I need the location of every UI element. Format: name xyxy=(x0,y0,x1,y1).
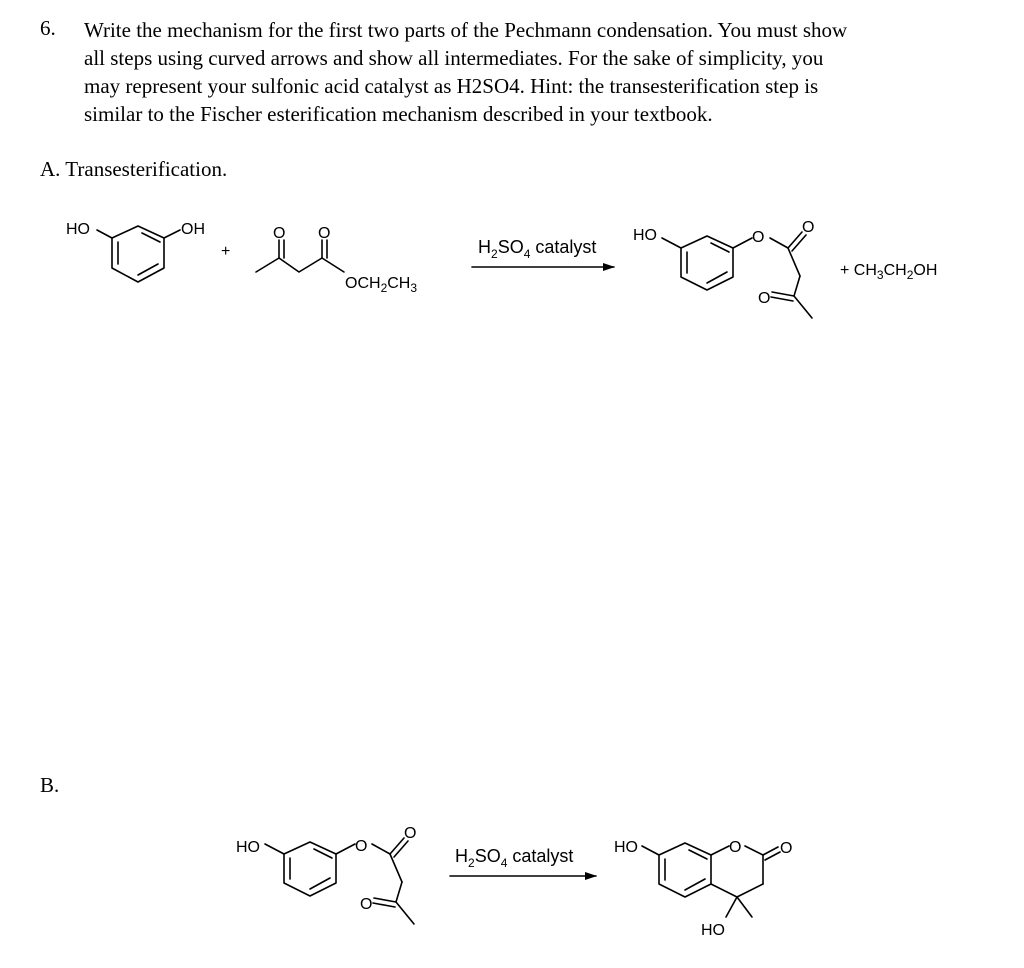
part-b-product-ring-o-label: O xyxy=(729,839,742,856)
product-a-ketone-o-label: O xyxy=(758,290,771,307)
catalyst-label-a: $H_2SO_4$ catalyst xyxy=(478,237,597,261)
question-line-2: all steps using curved arrows and show all intermediates. For the sake of simplicity, you xyxy=(84,46,824,70)
product-a-carbonyl-o-label: O xyxy=(802,219,815,236)
ester-carbonyl-o-label: O xyxy=(318,225,331,242)
ethoxy-group-label: $OCH_2CH_3$ xyxy=(345,275,418,295)
reaction-arrow-a xyxy=(472,237,614,267)
part-b-product-lower-ho-label: HO xyxy=(701,922,725,939)
question-line-3: may represent your sulfonic acid catalyst as H2SO4. Hint: the transesterification step is xyxy=(84,74,819,98)
part-b-product-structure xyxy=(614,839,792,939)
question-line-4: similar to the Fischer esterification mechanism described in your textbook. xyxy=(84,102,713,126)
resorcinol-oh-label: OH xyxy=(181,221,205,238)
ethanol-byproduct-label: + $CH_3CH_2OH$ xyxy=(840,262,938,282)
ester-ketone-o-label: O xyxy=(273,225,286,242)
part-b-start-carbonyl-o-label: O xyxy=(404,825,417,842)
part-b-starting-structure xyxy=(236,825,416,924)
question-line-1: Write the mechanism for the first two parts of the Pechmann condensation. You must show xyxy=(84,18,848,42)
part-a-heading: A. Transesterification. xyxy=(40,157,228,181)
plus-sign: + xyxy=(221,243,231,260)
resorcinol-ho-label: HO xyxy=(66,221,90,238)
product-a-ho-label: HO xyxy=(633,227,657,244)
part-b-product-carbonyl-o-label: O xyxy=(780,840,793,857)
part-b-heading: B. xyxy=(40,773,60,797)
part-b-product-ho-label: HO xyxy=(614,839,638,856)
resorcinol-structure xyxy=(66,221,205,282)
part-b-start-ketone-o-label: O xyxy=(360,896,373,913)
part-b-start-ester-o-label: O xyxy=(355,838,368,855)
product-a-ester-o-label: O xyxy=(752,229,765,246)
reaction-arrow-b xyxy=(450,846,596,876)
ethyl-acetoacetate-structure xyxy=(256,225,417,295)
question-number: 6. xyxy=(40,16,56,40)
catalyst-label-b: $H_2SO_4$ catalyst xyxy=(455,846,574,870)
transesterification-product-structure xyxy=(633,219,814,318)
part-b-start-ho-label: HO xyxy=(236,839,260,856)
